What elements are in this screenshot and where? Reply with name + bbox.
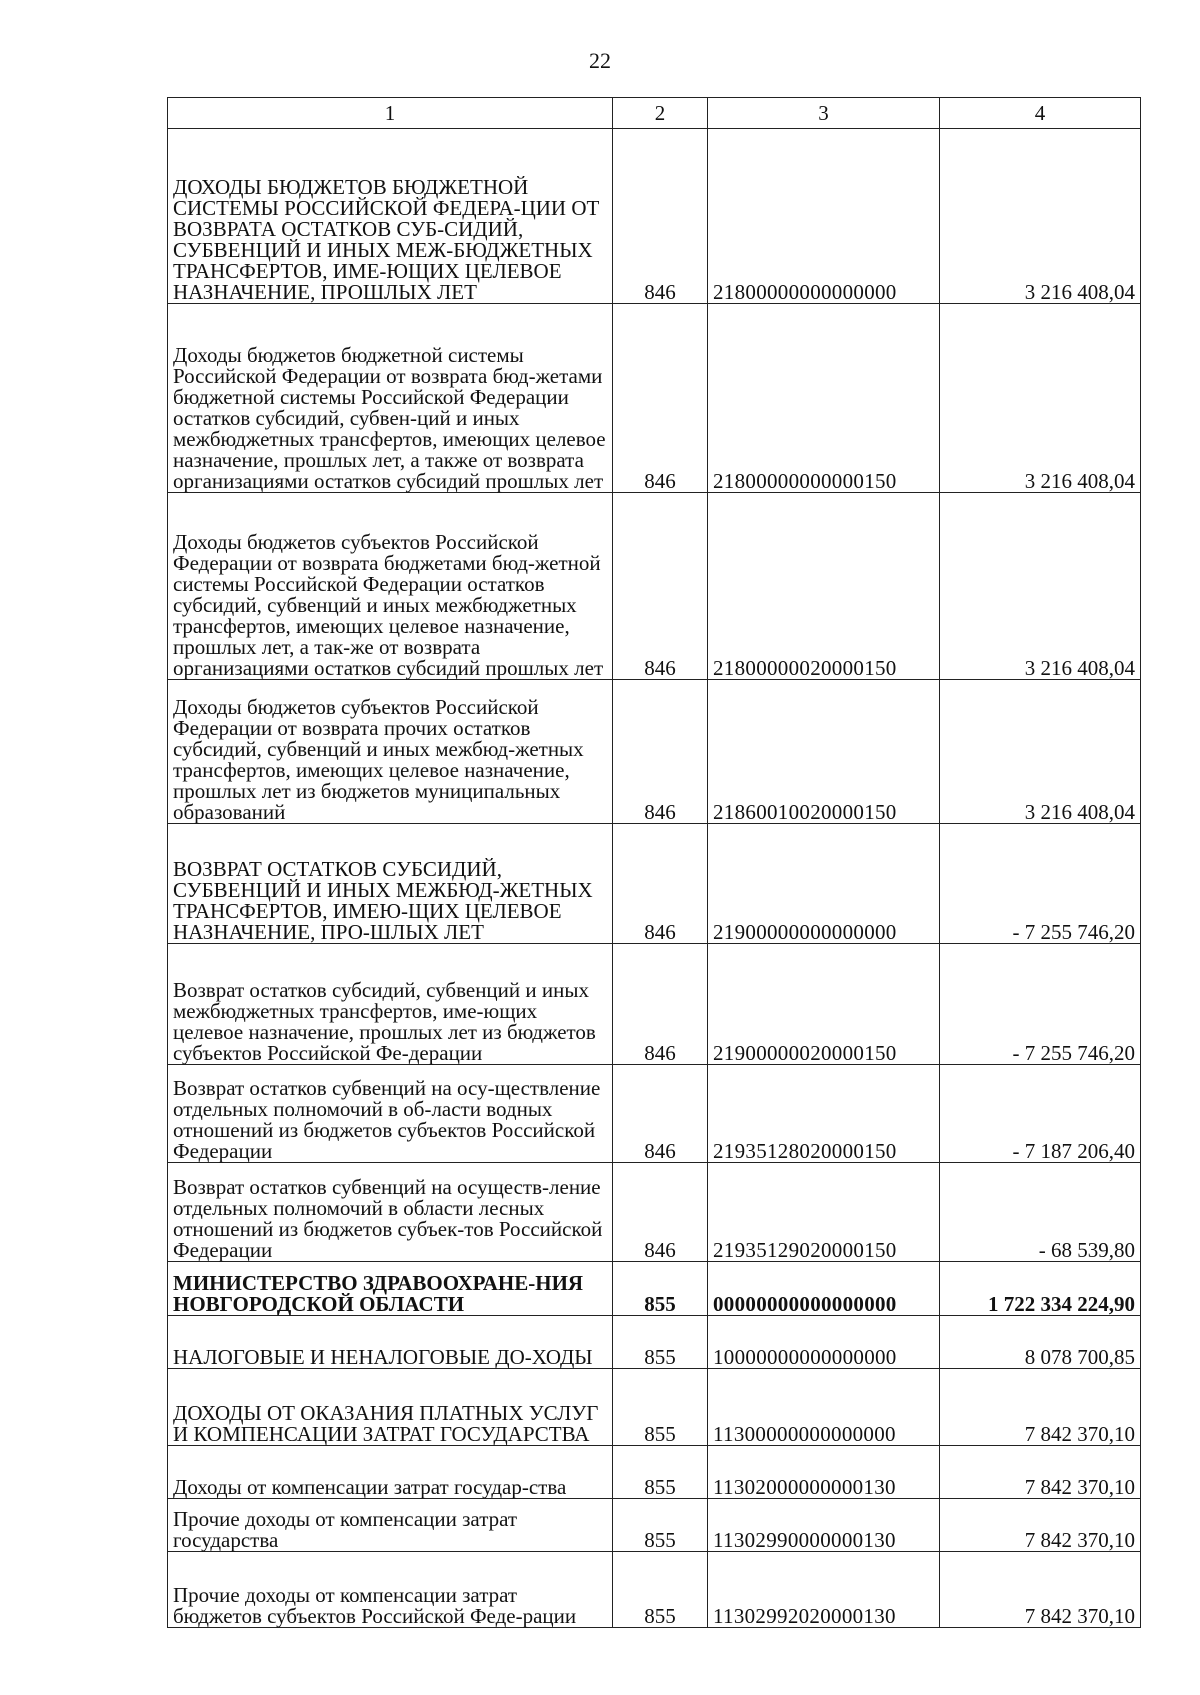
row-amount: 3 216 408,04	[940, 129, 1141, 304]
table-header-row	[168, 98, 1141, 129]
row-amount: 7 842 370,10	[940, 1552, 1141, 1628]
table-row	[168, 1499, 1141, 1552]
row-admin-code: 855	[613, 1499, 708, 1552]
table-row	[168, 944, 1141, 1065]
header-col-1: 1	[168, 98, 613, 129]
page-number: 22	[589, 48, 611, 73]
table-row	[168, 493, 1141, 680]
row-name: Доходы бюджетов бюджетной системы Российской Федерации от возврата бюд-жетами бюджетной системы Российской Федерации остатков субсидий, субвен-ций и иных межбюджетных трансфертов, имеющих целевое назначение, прошлых лет, а также от возврата организациями остатков субсидий прошлых лет	[168, 304, 613, 493]
row-budget-code: 00000000000000000	[708, 1262, 940, 1316]
row-admin-code: 846	[613, 1163, 708, 1262]
row-amount: 7 842 370,10	[940, 1446, 1141, 1499]
row-name: Доходы бюджетов субъектов Российской Федерации от возврата прочих остатков субсидий, субвенций и иных межбюд-жетных трансфертов, имеющих целевое назначение, прошлых лет из бюджетов муниципальных образований	[168, 680, 613, 824]
row-amount: 1 722 334 224,90	[940, 1262, 1141, 1316]
row-amount: 7 842 370,10	[940, 1499, 1141, 1552]
row-amount: - 68 539,80	[940, 1163, 1141, 1262]
table-row	[168, 1163, 1141, 1262]
row-amount: 8 078 700,85	[940, 1316, 1141, 1369]
row-budget-code: 21860010020000150	[708, 680, 940, 824]
row-admin-code: 846	[613, 944, 708, 1065]
row-amount: - 7 187 206,40	[940, 1065, 1141, 1163]
table-row	[168, 1065, 1141, 1163]
row-admin-code: 855	[613, 1552, 708, 1628]
row-budget-code: 21900000020000150	[708, 944, 940, 1065]
row-budget-code: 21935129020000150	[708, 1163, 940, 1262]
row-amount: 7 842 370,10	[940, 1369, 1141, 1446]
row-admin-code: 846	[613, 304, 708, 493]
row-name: ДОХОДЫ БЮДЖЕТОВ БЮДЖЕТНОЙ СИСТЕМЫ РОССИЙСКОЙ ФЕДЕРА-ЦИИ ОТ ВОЗВРАТА ОСТАТКОВ СУБ-СИДИЙ, СУБВЕНЦИЙ И ИНЫХ МЕЖ-БЮДЖЕТНЫХ ТРАНСФЕРТОВ, ИМЕ-ЮЩИХ ЦЕЛЕВОЕ НАЗНАЧЕНИЕ, ПРОШЛЫХ ЛЕТ	[168, 129, 613, 304]
row-name: Возврат остатков субвенций на осуществ-ление отдельных полномочий в области лесных отношений из бюджетов субъек-тов Российской Федерации	[168, 1163, 613, 1262]
row-budget-code: 11302000000000130	[708, 1446, 940, 1499]
row-budget-code: 11302992020000130	[708, 1552, 940, 1628]
row-budget-code: 21900000000000000	[708, 824, 940, 944]
row-admin-code: 846	[613, 680, 708, 824]
table-row	[168, 1552, 1141, 1628]
table-row	[168, 680, 1141, 824]
row-amount: - 7 255 746,20	[940, 824, 1141, 944]
row-budget-code: 11300000000000000	[708, 1369, 940, 1446]
row-budget-code: 11302990000000130	[708, 1499, 940, 1552]
table-row	[168, 1369, 1141, 1446]
row-admin-code: 855	[613, 1316, 708, 1369]
row-budget-code: 10000000000000000	[708, 1316, 940, 1369]
revenue-table	[167, 97, 1141, 1628]
table-row	[168, 1316, 1141, 1369]
row-name: Прочие доходы от компенсации затрат бюджетов субъектов Российской Феде-рации	[168, 1552, 613, 1628]
row-name: Прочие доходы от компенсации затрат государства	[168, 1499, 613, 1552]
row-budget-code: 21935128020000150	[708, 1065, 940, 1163]
row-admin-code: 846	[613, 129, 708, 304]
row-name: Доходы бюджетов субъектов Российской Федерации от возврата бюджетами бюд-жетной системы Российской Федерации остатков субсидий, субвенций и иных межбюджетных трансфертов, имеющих целевое назначение, прошлых лет, а так-же от возврата организациями остатков субсидий прошлых лет	[168, 493, 613, 680]
row-amount: 3 216 408,04	[940, 493, 1141, 680]
table-row	[168, 1262, 1141, 1316]
row-budget-code: 21800000000000150	[708, 304, 940, 493]
row-admin-code: 846	[613, 493, 708, 680]
table-row	[168, 1446, 1141, 1499]
row-budget-code: 21800000000000000	[708, 129, 940, 304]
row-name: НАЛОГОВЫЕ И НЕНАЛОГОВЫЕ ДО-ХОДЫ	[168, 1316, 613, 1369]
header-col-4: 4	[940, 98, 1141, 129]
row-name: ВОЗВРАТ ОСТАТКОВ СУБСИДИЙ, СУБВЕНЦИЙ И ИНЫХ МЕЖБЮД-ЖЕТНЫХ ТРАНСФЕРТОВ, ИМЕЮ-ЩИХ ЦЕЛЕВОЕ НАЗНАЧЕНИЕ, ПРО-ШЛЫХ ЛЕТ	[168, 824, 613, 944]
row-admin-code: 855	[613, 1369, 708, 1446]
row-amount: - 7 255 746,20	[940, 944, 1141, 1065]
row-name: МИНИСТЕРСТВО ЗДРАВООХРАНЕ-НИЯ НОВГОРОДСКОЙ ОБЛАСТИ	[168, 1262, 613, 1316]
table-row	[168, 304, 1141, 493]
row-budget-code: 21800000020000150	[708, 493, 940, 680]
header-col-2: 2	[613, 98, 708, 129]
row-name: Доходы от компенсации затрат государ-ства	[168, 1446, 613, 1499]
row-amount: 3 216 408,04	[940, 304, 1141, 493]
row-admin-code: 855	[613, 1262, 708, 1316]
table-row	[168, 824, 1141, 944]
row-admin-code: 846	[613, 824, 708, 944]
row-admin-code: 846	[613, 1065, 708, 1163]
row-name: Возврат остатков субсидий, субвенций и иных межбюджетных трансфертов, име-ющих целевое назначение, прошлых лет из бюджетов субъектов Российской Фе-дерации	[168, 944, 613, 1065]
header-col-3: 3	[708, 98, 940, 129]
row-name: Возврат остатков субвенций на осу-ществление отдельных полномочий в об-ласти водных отношений из бюджетов субъектов Российской Федерации	[168, 1065, 613, 1163]
row-admin-code: 855	[613, 1446, 708, 1499]
table-row	[168, 129, 1141, 304]
row-amount: 3 216 408,04	[940, 680, 1141, 824]
row-name: ДОХОДЫ ОТ ОКАЗАНИЯ ПЛАТНЫХ УСЛУГ И КОМПЕНСАЦИИ ЗАТРАТ ГОСУДАРСТВА	[168, 1369, 613, 1446]
